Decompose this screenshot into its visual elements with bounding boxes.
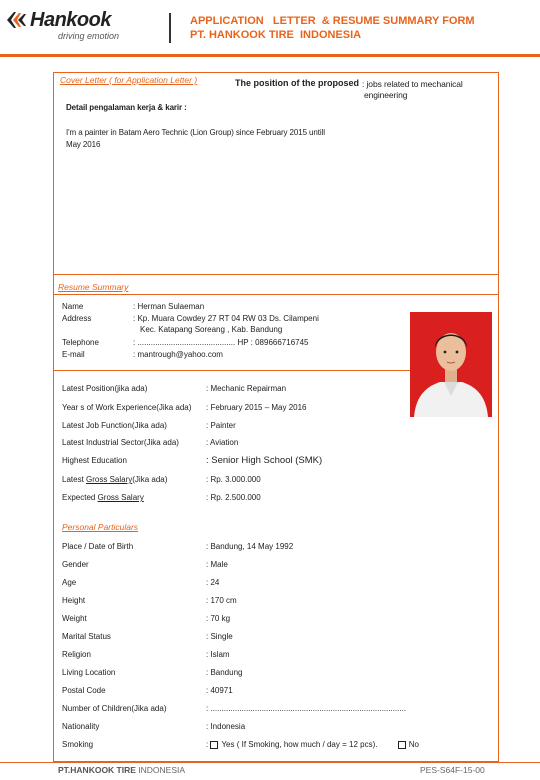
job-value: : February 2015 – May 2016 xyxy=(206,403,307,412)
smoking-yes-checkbox[interactable] xyxy=(210,741,218,749)
personal-value: : ........................................................................................ xyxy=(206,704,407,713)
personal-label: Place / Date of Birth xyxy=(62,542,134,551)
experience-line-2: May 2016 xyxy=(66,140,101,149)
personal-label: Living Location xyxy=(62,668,116,677)
personal-value: : Bandung xyxy=(206,668,243,677)
personal-value: : 40971 xyxy=(206,686,233,695)
contact-label: Name xyxy=(62,302,84,311)
personal-value: : Male xyxy=(206,560,228,569)
job-label: Year s of Work Experience(Jika ada) xyxy=(62,403,192,412)
contact-label: Address xyxy=(62,314,92,323)
contact-value: : Kp. Muara Cowdey 27 RT 04 RW 03 Ds. Cilampeni xyxy=(133,314,319,323)
contact-value: : mantrough@yahoo.com xyxy=(133,350,223,359)
personal-label: Gender xyxy=(62,560,89,569)
position-label: The position of the proposed xyxy=(235,78,359,88)
brand-name: Hankook xyxy=(30,9,111,31)
cover-letter-rule xyxy=(54,72,498,73)
smoking-yes-label: Yes ( If Smoking, how much / day = 12 pcs). xyxy=(221,740,378,749)
experience-label: Detail pengalaman kerja & karir : xyxy=(66,103,187,112)
job-label-part: (Jika ada) xyxy=(132,475,168,484)
resume-rule xyxy=(54,294,498,295)
applicant-photo xyxy=(410,312,492,417)
position-value-1: : jobs related to mechanical xyxy=(362,79,463,89)
experience-line-1: I'm a painter in Batam Aero Technic (Lion Group) since February 2015 untill xyxy=(66,128,325,137)
contact-label: E-mail xyxy=(62,350,85,359)
person-photo-icon xyxy=(410,312,492,417)
personal-label: Weight xyxy=(62,614,87,623)
personal-value: : Bandung, 14 May 1992 xyxy=(206,542,294,551)
personal-heading: Personal Particulars xyxy=(62,522,139,532)
personal-value: : 70 kg xyxy=(206,614,231,623)
footer-company: PT.HANKOOK TIRE INDONESIA xyxy=(58,765,186,775)
personal-value: : Islam xyxy=(206,650,230,659)
job-label-part: Gross Salary xyxy=(97,493,144,502)
personal-label: Nationality xyxy=(62,722,100,731)
brand-tagline: driving emotion xyxy=(58,31,120,41)
personal-label: Marital Status xyxy=(62,632,111,641)
contact-value: : ............................................ HP : 089666716745 xyxy=(133,338,309,347)
personal-label: Height xyxy=(62,596,86,605)
personal-value: : 170 cm xyxy=(206,596,237,605)
job-value: : Senior High School (SMK) xyxy=(206,455,323,466)
job-label: Highest Education xyxy=(62,456,127,465)
form-title: APPLICATION LETTER & RESUME SUMMARY FORM PT. HANKOOK TIRE INDONESIA xyxy=(190,15,475,41)
contact-label: Telephone xyxy=(62,338,99,347)
job-value: : Mechanic Repairman xyxy=(206,384,287,393)
smoking-label: Smoking xyxy=(62,740,94,749)
position-value-2: engineering xyxy=(364,90,408,100)
job-label-part: Gross Salary xyxy=(86,475,133,484)
personal-value: : Single xyxy=(206,632,233,641)
smoking-no-label: No xyxy=(408,740,419,749)
job-value: : Aviation xyxy=(206,438,239,447)
personal-label: Postal Code xyxy=(62,686,106,695)
job-label xyxy=(62,475,167,484)
contact-value: Kec. Katapang Soreang , Kab. Bandung xyxy=(140,325,283,334)
footer-code: PES-S64F-15-00 xyxy=(420,765,485,775)
job-label: Latest Job Function(Jika ada) xyxy=(62,421,167,430)
hankook-mark-icon xyxy=(6,11,28,29)
header-rule xyxy=(0,54,540,57)
header-divider xyxy=(169,13,171,43)
personal-label: Age xyxy=(62,578,77,587)
contact-value: : Herman Sulaeman xyxy=(133,302,205,311)
job-label xyxy=(62,493,144,502)
contact-rule xyxy=(54,370,410,371)
smoking-no-checkbox[interactable] xyxy=(398,741,406,749)
job-value: : Rp. 2.500.000 xyxy=(206,493,261,502)
personal-label: Number of Children(Jika ada) xyxy=(62,704,167,713)
job-value: : Rp. 3.000.000 xyxy=(206,475,261,484)
job-label: Latest Industrial Sector(Jika ada) xyxy=(62,438,179,447)
job-label-part: Expected xyxy=(62,493,98,502)
job-label-part: Latest xyxy=(62,475,87,484)
resume-heading: Resume Summary xyxy=(58,282,129,292)
cover-letter-heading: Cover Letter ( for Application Letter ) xyxy=(60,75,198,85)
personal-value: : Indonesia xyxy=(206,722,246,731)
job-label: Latest Position(jika ada) xyxy=(62,384,148,393)
smoking-value: : Yes ( If Smoking, how much / day = 12 pcs). No xyxy=(206,740,419,749)
footer-rule xyxy=(0,762,540,763)
hankook-logo xyxy=(6,10,156,41)
personal-label: Religion xyxy=(62,650,91,659)
personal-value: : 24 xyxy=(206,578,220,587)
job-value: : Painter xyxy=(206,421,236,430)
